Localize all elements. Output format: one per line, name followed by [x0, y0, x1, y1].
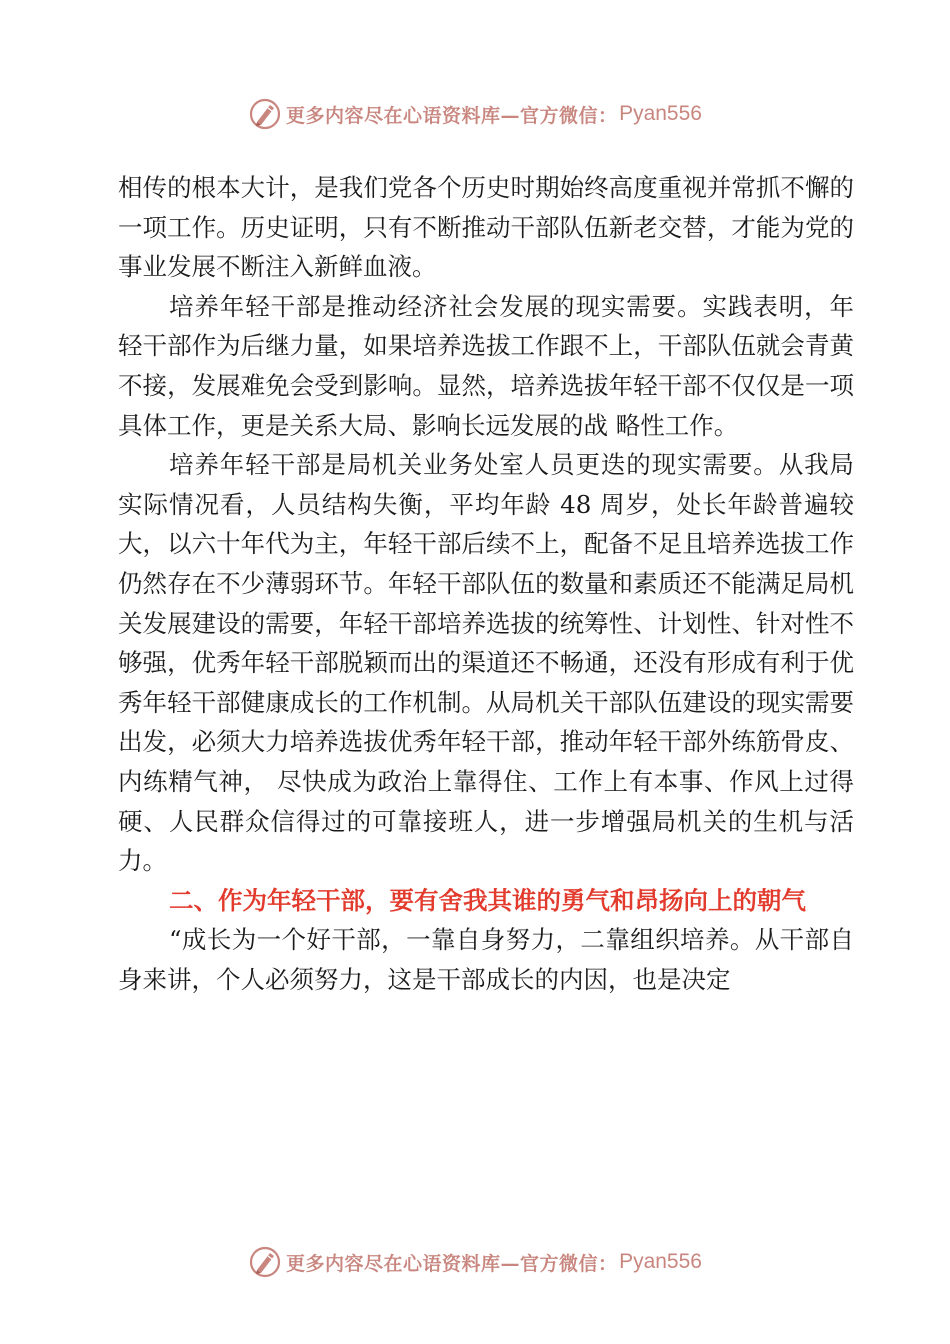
header-wechat-id: Pyan556: [619, 102, 702, 125]
pen-logo-icon: [248, 1245, 282, 1279]
paragraph-3: 培养年轻干部是局机关业务处室人员更迭的现实需要。从我局实际情况看，人员结构失衡，平均年龄 48 周岁，处长年龄普遍较大，以六十年代为主，年轻干部后续不上，配备不足且培养选拔工作仍然存在不少薄弱环节。年轻干部队伍的数量和素质还不能满足局机关发展建设的需要，年轻干部培养选拔的统筹性、计划性、针对性不够强，优秀年轻干部脱颖而出的渠道还不畅通，还没有形成有利于优秀年轻干部健康成长的工作机制。从局机关干部队伍建设的现实需要出发，必须大力培养选拔优秀年轻干部，推动年轻干部外练筋骨皮、内练精气神， 尽快成为政治上靠得住、工作上有本事、作风上过得硬、人民群众信得过的可靠接班人，进一步增强局机关的生机与活力。: [118, 450, 854, 876]
document-body: [118, 168, 854, 999]
paragraph-4: “成长为一个好干部，一靠自身努力，二靠组织培养。从干部自身来讲，个人必须努力，这是干部成长的内因，也是决定: [118, 925, 854, 994]
footer-wechat-id: Pyan556: [619, 1250, 702, 1273]
header-banner: [0, 96, 950, 132]
paragraph-1: 相传的根本大计，是我们党各个历史时期始终高度重视并常抓不懈的一项工作。历史证明，只有不断推动干部队伍新老交替，才能为党的事业发展不断注入新鲜血液。: [118, 173, 854, 282]
footer-colon: ：: [598, 1252, 618, 1275]
pen-logo-icon: [248, 97, 282, 131]
footer-banner: [0, 1244, 950, 1280]
section-heading-2: 二、作为年轻干部，要有舍我其谁的勇气和昂扬向上的朝气: [169, 885, 806, 915]
header-site-text: 更多内容尽在心语资料库—官方微信: [286, 104, 599, 127]
header-colon: ：: [598, 104, 618, 127]
paragraph-2: 培养年轻干部是推动经济社会发展的现实需要。实践表明，年轻干部作为后继力量，如果培养选拔工作跟不上，干部队伍就会青黄不接，发展难免会受到影响。显然，培养选拔年轻干部不仅仅是一项具体工作，更是关系大局、影响长远发展的战 略性工作。: [118, 291, 854, 440]
footer-site-text: 更多内容尽在心语资料库—官方微信: [286, 1252, 599, 1275]
